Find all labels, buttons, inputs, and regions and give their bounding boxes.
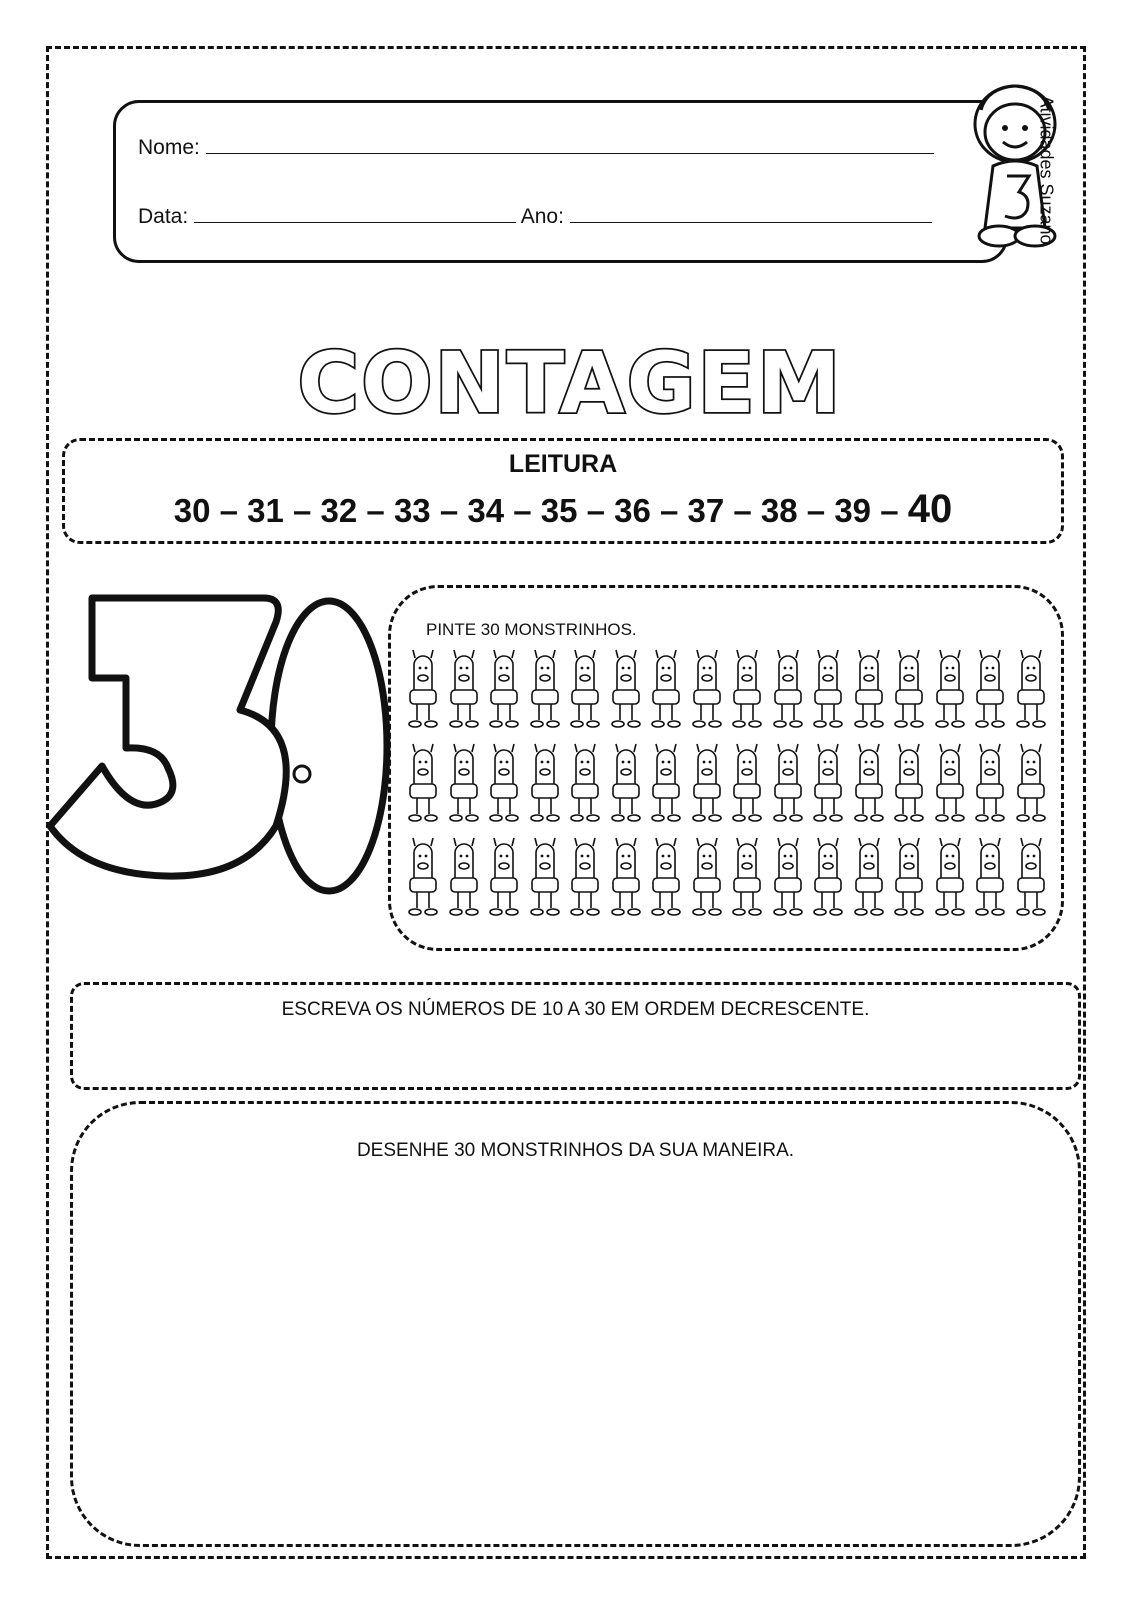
monster-icon[interactable] bbox=[851, 648, 887, 732]
monster-icon[interactable] bbox=[1013, 742, 1049, 826]
monster-icon[interactable] bbox=[770, 742, 806, 826]
monster-icon[interactable] bbox=[932, 648, 968, 732]
monster-icon[interactable] bbox=[446, 742, 482, 826]
date-field[interactable] bbox=[138, 204, 932, 229]
draw-instruction: DESENHE 30 MONSTRINHOS DA SUA MANEIRA. bbox=[356, 1140, 795, 1161]
monster-icon[interactable] bbox=[446, 836, 482, 920]
monster-icon[interactable] bbox=[486, 836, 522, 920]
monster-row bbox=[405, 836, 1049, 930]
reading-box bbox=[62, 438, 1064, 544]
monster-grid bbox=[405, 648, 1049, 938]
name-line[interactable] bbox=[206, 135, 934, 154]
monster-icon[interactable] bbox=[648, 648, 684, 732]
monster-icon[interactable] bbox=[770, 648, 806, 732]
monster-icon[interactable] bbox=[932, 836, 968, 920]
child-mascot-icon bbox=[963, 80, 1073, 260]
monster-icon[interactable] bbox=[891, 742, 927, 826]
watermark-text: Atividades Suzano bbox=[1036, 95, 1057, 245]
monster-icon[interactable] bbox=[405, 836, 441, 920]
monster-icon[interactable] bbox=[486, 742, 522, 826]
big-number-30 bbox=[44, 578, 394, 898]
monster-icon[interactable] bbox=[851, 742, 887, 826]
monster-icon[interactable] bbox=[527, 648, 563, 732]
reading-sequence bbox=[65, 487, 1061, 532]
year-label: Ano: bbox=[520, 205, 564, 228]
monster-icon[interactable] bbox=[608, 648, 644, 732]
monster-icon[interactable] bbox=[729, 648, 765, 732]
paint-instruction: PINTE 30 MONSTRINHOS. bbox=[426, 620, 637, 639]
monster-icon[interactable] bbox=[648, 742, 684, 826]
monster-icon[interactable] bbox=[567, 648, 603, 732]
monster-icon[interactable] bbox=[729, 836, 765, 920]
name-label: Nome: bbox=[138, 136, 200, 159]
monster-icon[interactable] bbox=[770, 836, 806, 920]
header-box bbox=[113, 100, 1008, 263]
paint-monsters-box bbox=[388, 585, 1064, 951]
monster-icon[interactable] bbox=[851, 836, 887, 920]
monster-icon[interactable] bbox=[689, 648, 725, 732]
sequence-numbers: 30 – 31 – 32 – 33 – 34 – 35 – 36 – 37 – 38 – 39 – bbox=[173, 492, 899, 529]
title-text: CONTAGEM bbox=[297, 334, 843, 430]
monster-icon[interactable] bbox=[527, 836, 563, 920]
sequence-last-number: 40 bbox=[907, 487, 953, 531]
monster-row bbox=[405, 742, 1049, 836]
monster-icon[interactable] bbox=[810, 742, 846, 826]
monster-icon[interactable] bbox=[1013, 836, 1049, 920]
name-field[interactable] bbox=[138, 135, 934, 160]
monster-icon[interactable] bbox=[405, 742, 441, 826]
monster-row bbox=[405, 648, 1049, 742]
monster-icon[interactable] bbox=[891, 648, 927, 732]
monster-icon[interactable] bbox=[810, 836, 846, 920]
title-contagem bbox=[270, 330, 870, 430]
monster-icon[interactable] bbox=[567, 742, 603, 826]
monster-icon[interactable] bbox=[1013, 648, 1049, 732]
monster-icon[interactable] bbox=[891, 836, 927, 920]
reading-title: LEITURA bbox=[508, 450, 618, 478]
monster-icon[interactable] bbox=[932, 742, 968, 826]
monster-icon[interactable] bbox=[446, 648, 482, 732]
monster-icon[interactable] bbox=[729, 742, 765, 826]
write-numbers-box[interactable] bbox=[70, 982, 1081, 1090]
year-line[interactable] bbox=[570, 204, 932, 223]
draw-monsters-box[interactable] bbox=[70, 1101, 1081, 1547]
monster-icon[interactable] bbox=[486, 648, 522, 732]
date-line[interactable] bbox=[194, 204, 516, 223]
monster-icon[interactable] bbox=[972, 742, 1008, 826]
monster-icon[interactable] bbox=[608, 742, 644, 826]
monster-icon[interactable] bbox=[648, 836, 684, 920]
monster-icon[interactable] bbox=[689, 836, 725, 920]
write-instruction: ESCREVA OS NÚMEROS DE 10 A 30 EM ORDEM DECRESCENTE. bbox=[281, 999, 870, 1020]
monster-icon[interactable] bbox=[810, 648, 846, 732]
monster-icon[interactable] bbox=[405, 648, 441, 732]
monster-icon[interactable] bbox=[608, 836, 644, 920]
big-number-text: 30 bbox=[213, 760, 225, 771]
date-label: Data: bbox=[138, 205, 189, 228]
monster-icon[interactable] bbox=[972, 836, 1008, 920]
monster-icon[interactable] bbox=[567, 836, 603, 920]
monster-icon[interactable] bbox=[689, 742, 725, 826]
monster-icon[interactable] bbox=[972, 648, 1008, 732]
monster-icon[interactable] bbox=[527, 742, 563, 826]
